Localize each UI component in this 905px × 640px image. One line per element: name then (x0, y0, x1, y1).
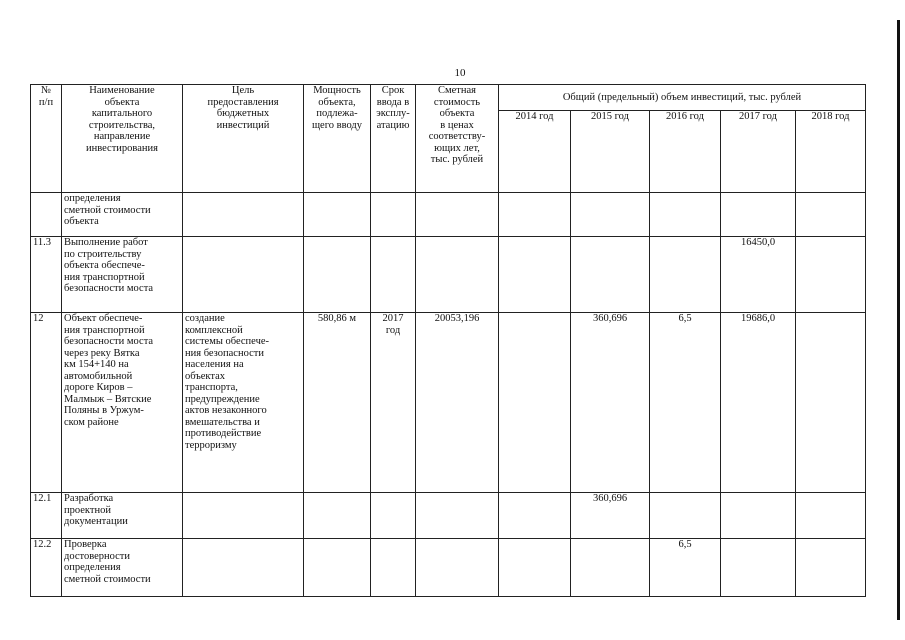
cell-capacity: 580,86 м (304, 313, 371, 493)
cell-name: определения сметной стоимости объекта (62, 193, 183, 237)
cell-2017 (721, 539, 796, 597)
cell-name: Объект обеспече- ния транспортной безопасности моста через реку Вятка км 154+140 на автомобильной дороге Киров – Малмыж – Вятские Поляны в Уржум- ском районе (62, 313, 183, 493)
header-year-2016: 2016 год (650, 111, 721, 193)
table-row (31, 539, 866, 597)
header-capacity: Мощность объекта, подлежа- щего вводу (304, 85, 371, 193)
cell-term (371, 539, 416, 597)
cell-term: 2017 год (371, 313, 416, 493)
header-goal: Цель предоставления бюджетных инвестиций (183, 85, 304, 193)
cell-num: 12 (31, 313, 62, 493)
cell-2016 (650, 493, 721, 539)
investment-table (30, 84, 866, 597)
cell-2016 (650, 193, 721, 237)
cell-name: Проверка достоверности определения сметной стоимости (62, 539, 183, 597)
cell-term (371, 493, 416, 539)
cell-2018 (796, 539, 866, 597)
cell-2014 (499, 493, 571, 539)
cell-2016 (650, 237, 721, 313)
cell-2017: 16450,0 (721, 237, 796, 313)
header-year-2015: 2015 год (571, 111, 650, 193)
cell-2015 (571, 539, 650, 597)
cell-capacity (304, 193, 371, 237)
cell-2014 (499, 237, 571, 313)
cell-2018 (796, 193, 866, 237)
cell-cost (416, 539, 499, 597)
cell-term (371, 193, 416, 237)
header-year-2018: 2018 год (796, 111, 866, 193)
cell-2015: 360,696 (571, 313, 650, 493)
table-row (31, 493, 866, 539)
cell-2017 (721, 193, 796, 237)
header-term: Срок ввода в эксплу- атацию (371, 85, 416, 193)
cell-goal (183, 193, 304, 237)
header-num: № п/п (31, 85, 62, 193)
cell-2015 (571, 193, 650, 237)
cell-2015: 360,696 (571, 493, 650, 539)
cell-name: Выполнение работ по строительству объекта обеспече- ния транспортной безопасности моста (62, 237, 183, 313)
cell-2017: 19686,0 (721, 313, 796, 493)
cell-2015 (571, 237, 650, 313)
cell-goal (183, 493, 304, 539)
cell-2018 (796, 237, 866, 313)
cell-2014 (499, 193, 571, 237)
cell-capacity (304, 493, 371, 539)
table-row (31, 193, 866, 237)
cell-cost (416, 237, 499, 313)
cell-goal (183, 237, 304, 313)
cell-2016: 6,5 (650, 313, 721, 493)
cell-2014 (499, 539, 571, 597)
scan-edge-line (897, 20, 900, 620)
cell-num: 12.1 (31, 493, 62, 539)
cell-2017 (721, 493, 796, 539)
cell-num: 11.3 (31, 237, 62, 313)
cell-capacity (304, 539, 371, 597)
cell-2018 (796, 493, 866, 539)
cell-cost (416, 193, 499, 237)
header-year-2017: 2017 год (721, 111, 796, 193)
cell-cost: 20053,196 (416, 313, 499, 493)
cell-name: Разработка проектной документации (62, 493, 183, 539)
table-row (31, 237, 866, 313)
cell-num (31, 193, 62, 237)
page-number: 10 (454, 67, 466, 79)
cell-goal (183, 539, 304, 597)
header-cost: Сметная стоимость объекта в ценах соответству- ющих лет, тыс. рублей (416, 85, 499, 193)
cell-capacity (304, 237, 371, 313)
header-name: Наименование объекта капитального строительства, направление инвестирования (62, 85, 183, 193)
cell-term (371, 237, 416, 313)
header-total: Общий (предельный) объем инвестиций, тыс. рублей (499, 85, 866, 111)
cell-2018 (796, 313, 866, 493)
cell-2016: 6,5 (650, 539, 721, 597)
cell-cost (416, 493, 499, 539)
header-year-2014: 2014 год (499, 111, 571, 193)
table-row (31, 313, 866, 493)
cell-num: 12.2 (31, 539, 62, 597)
cell-2014 (499, 313, 571, 493)
cell-goal: создание комплексной системы обеспече- ния безопасности населения на объектах транспорта, предупреждение актов незаконного вмешательства и противодействие терроризму (183, 313, 304, 493)
